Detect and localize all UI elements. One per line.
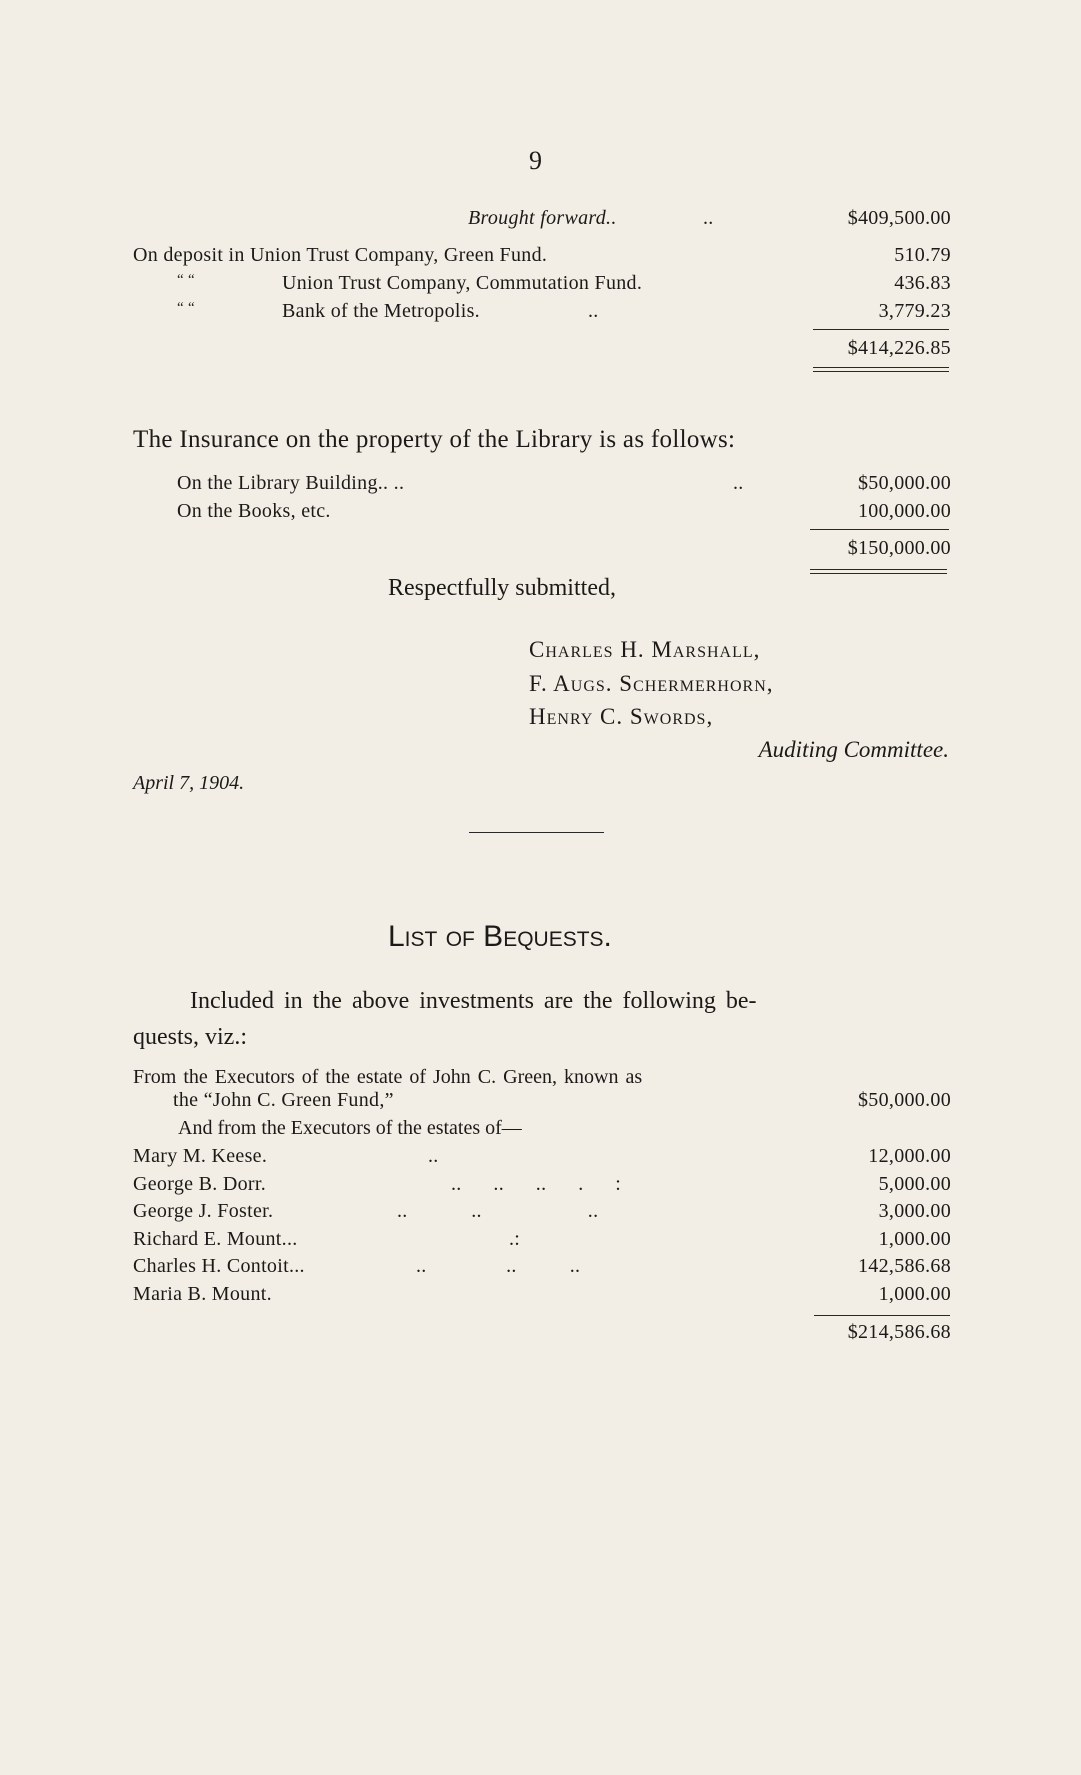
bequest-value: 1,000.00: [878, 1283, 951, 1305]
bequest-value: 1,000.00: [878, 1228, 951, 1250]
double-rule: [813, 371, 949, 372]
ditto-marks: “ “: [177, 272, 195, 288]
bequest-name: Richard E. Mount...: [133, 1228, 298, 1250]
leader-dots: ..: [428, 1145, 439, 1167]
sum-rule: [814, 1315, 950, 1316]
committee-title: Auditing Committee.: [758, 737, 949, 762]
leader-dots: ..: [588, 300, 599, 322]
accounts-total-row: [133, 337, 951, 363]
bequest-name: Mary M. Keese.: [133, 1145, 268, 1167]
double-rule: [810, 569, 947, 570]
brought-forward-row: [133, 207, 951, 233]
insurance-row: [133, 500, 951, 526]
bequest-row: [133, 1228, 951, 1254]
bequest-row: [133, 1173, 951, 1199]
bequest-row: [133, 1283, 951, 1309]
signatory: Henry C. Swords,: [529, 704, 714, 729]
bequest-value: 3,000.00: [878, 1200, 951, 1222]
section-divider: [469, 832, 604, 833]
bequest-name: Charles H. Contoit...: [133, 1255, 305, 1277]
account-row: [133, 300, 951, 326]
account-row: [133, 244, 951, 270]
leader-dots: .. .. ..: [416, 1255, 581, 1277]
signatory: F. Augs. Schermerhorn,: [529, 671, 774, 696]
estates-intro: And from the Executors of the estates of—: [178, 1117, 522, 1139]
insurance-value: $50,000.00: [858, 472, 951, 494]
bequest-row: [133, 1255, 951, 1281]
account-value: 436.83: [894, 272, 951, 294]
account-label: Union Trust Company, Commutation Fund.: [282, 272, 643, 294]
insurance-label: On the Library Building.. ..: [177, 472, 405, 494]
sum-rule: [810, 529, 949, 530]
leader-dots: .. .. ..: [397, 1200, 599, 1222]
page-number: 9: [529, 146, 542, 175]
bequests-title: List of Bequests.: [388, 920, 612, 953]
double-rule: [813, 367, 949, 368]
bequest-value: 5,000.00: [878, 1173, 951, 1195]
account-value: 3,779.23: [878, 300, 951, 322]
ditto-marks: “ “: [177, 300, 195, 316]
insurance-heading: The Insurance on the property of the Library is as follows:: [133, 426, 736, 453]
account-value: 510.79: [894, 244, 951, 266]
report-date: April 7, 1904.: [133, 772, 245, 794]
bequests-intro: Included in the above investments are the following be-: [190, 988, 757, 1014]
insurance-total-row: [133, 537, 951, 563]
green-fund-text: From the Executors of the estate of John C. Green, known as: [133, 1066, 643, 1088]
account-label: Bank of the Metropolis.: [282, 300, 480, 322]
sum-rule: [813, 329, 949, 330]
green-fund-row: [133, 1089, 951, 1115]
bequest-row: [133, 1145, 951, 1171]
insurance-row: [133, 472, 951, 498]
bequests-intro: quests, viz.:: [133, 1024, 247, 1050]
leader-dots: ..: [733, 472, 744, 494]
account-row: [133, 272, 951, 298]
bequest-name: George B. Dorr.: [133, 1173, 266, 1195]
insurance-value: 100,000.00: [858, 500, 951, 522]
insurance-label: On the Books, etc.: [177, 500, 331, 522]
leader-dots: .:: [509, 1228, 521, 1250]
leader-dots: ..: [703, 207, 714, 229]
brought-forward-label: Brought forward..: [468, 207, 617, 229]
leader-dots: .. .. .. . :: [451, 1173, 622, 1195]
accounts-total: $414,226.85: [847, 337, 951, 359]
bequests-total: $214,586.68: [847, 1321, 951, 1343]
brought-forward-value: $409,500.00: [847, 207, 951, 229]
bequests-total-row: [133, 1321, 951, 1347]
bequest-name: George J. Foster.: [133, 1200, 274, 1222]
signatory: Charles H. Marshall,: [529, 637, 761, 662]
insurance-total: $150,000.00: [847, 537, 951, 559]
bequest-name: Maria B. Mount.: [133, 1283, 272, 1305]
bequest-value: 142,586.68: [858, 1255, 951, 1277]
green-fund-name: the “John C. Green Fund,”: [173, 1089, 394, 1111]
bequest-row: [133, 1200, 951, 1226]
bequest-value: 12,000.00: [868, 1145, 951, 1167]
closing-text: Respectfully submitted,: [388, 575, 616, 601]
green-fund-value: $50,000.00: [858, 1089, 951, 1111]
double-rule: [810, 573, 947, 574]
account-label: On deposit in Union Trust Company, Green Fund.: [133, 244, 548, 266]
